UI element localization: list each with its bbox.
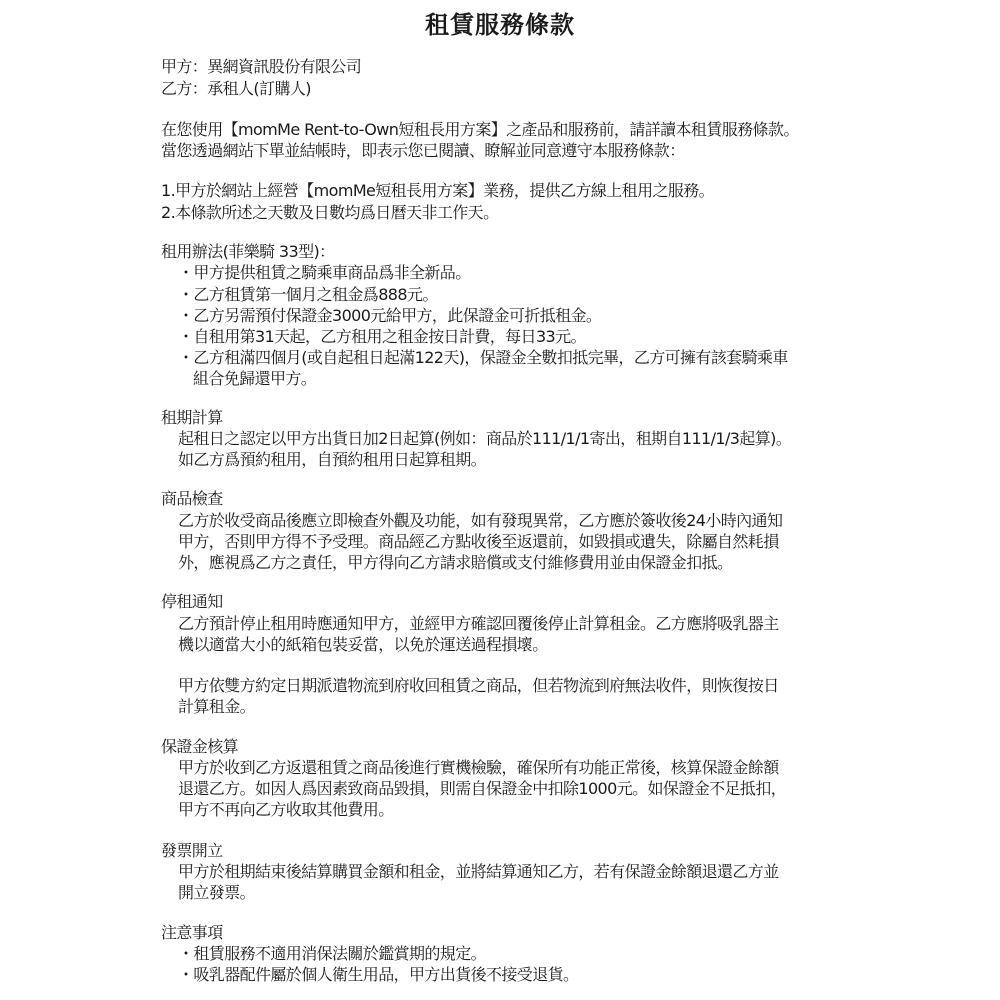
rental-method-bullet-5: ・乙方租滿四個月(或自起租日起滿122天)，保證金全數扣抵完畢，乙方可擁有該套騎乘車 (178, 348, 788, 367)
notes-bullet-1: ・租賃服務不適用消保法關於鑑賞期的規定。 (178, 944, 487, 963)
stop-rental-line-3: 甲方依雙方約定日期派遣物流到府收回租賃之商品，但若物流到府無法收件，則恢復按日 (178, 676, 779, 695)
deposit-heading: 保證金核算 (161, 737, 239, 756)
rental-period-line-2: 如乙方爲預約租用，自預約租用日起算租期。 (178, 450, 487, 469)
party-a: 甲方：異網資訊股份有限公司 (161, 57, 362, 76)
rental-method-bullet-4: ・自租用第31天起，乙方租用之租金按日計費，每日33元。 (178, 327, 586, 346)
invoice-heading: 發票開立 (161, 841, 223, 860)
inspection-line-2: 甲方，否則甲方得不予受理。商品經乙方點收後至返還前，如毀損或遺失，除屬自然耗損 (178, 532, 779, 551)
invoice-line-1: 甲方於租期結束後結算購買金額和租金，並將結算通知乙方，若有保證金餘額退還乙方並 (178, 862, 779, 881)
rental-method-heading: 租用辦法(菲樂騎 33型)： (161, 242, 335, 261)
inspection-line-1: 乙方於收受商品後應立即檢查外觀及功能，如有發現異常，乙方應於簽收後24小時內通知 (178, 511, 783, 530)
intro-line-1: 在您使用【momMe Rent-to-Own短租長用方案】之產品和服務前，請詳讀本租賃服務條款。 (161, 120, 799, 139)
document-title: 租賃服務條款 (425, 11, 575, 39)
stop-rental-line-1: 乙方預計停止租用時應通知甲方，並經甲方確認回覆後停止計算租金。乙方應將吸乳器主 (178, 614, 779, 633)
intro-line-2: 當您透過網站下單並結帳時，即表示您已閱讀、瞭解並同意遵守本服務條款： (161, 141, 685, 160)
rental-method-bullet-2: ・乙方租賃第一個月之租金爲888元。 (178, 285, 438, 304)
stop-rental-line-2: 機以適當大小的紙箱包裝妥當，以免於運送過程損壞。 (178, 635, 548, 654)
rental-method-bullet-1: ・甲方提供租賃之騎乘車商品爲非全新品。 (178, 263, 471, 282)
deposit-line-3: 甲方不再向乙方收取其他費用。 (178, 800, 394, 819)
invoice-line-2: 開立發票。 (178, 883, 256, 902)
clause-1: 1.甲方於網站上經營【momMe短租長用方案】業務，提供乙方線上租用之服務。 (161, 181, 715, 200)
rental-period-line-1: 起租日之認定以甲方出貨日加2日起算(例如：商品於111/1/1寄出，租期自111/1/3起算)。 (178, 429, 792, 448)
rental-method-bullet-3: ・乙方另需預付保證金3000元給甲方，此保證金可折抵租金。 (178, 306, 602, 325)
deposit-line-1: 甲方於收到乙方返還租賃之商品後進行實機檢驗，確保所有功能正常後，核算保證金餘額 (178, 758, 779, 777)
inspection-line-3: 外，應視爲乙方之責任，甲方得向乙方請求賠償或支付維修費用並由保證金扣抵。 (178, 553, 733, 572)
party-b: 乙方：承租人(訂購人) (161, 79, 311, 98)
deposit-line-2: 退還乙方。如因人爲因素致商品毀損，則需自保證金中扣除1000元。如保證金不足抵扣， (178, 779, 787, 798)
clause-2: 2.本條款所述之天數及日數均爲日曆天非工作天。 (161, 203, 499, 222)
inspection-heading: 商品檢查 (161, 489, 223, 508)
stop-rental-line-4: 計算租金。 (178, 697, 256, 716)
notes-heading: 注意事項 (161, 923, 223, 942)
notes-bullet-2: ・吸乳器配件屬於個人衛生用品，甲方出貨後不接受退貨。 (178, 965, 579, 984)
rental-method-bullet-5-cont: 組合免歸還甲方。 (193, 369, 317, 388)
stop-rental-heading: 停租通知 (161, 592, 223, 611)
rental-period-heading: 租期計算 (161, 408, 223, 427)
